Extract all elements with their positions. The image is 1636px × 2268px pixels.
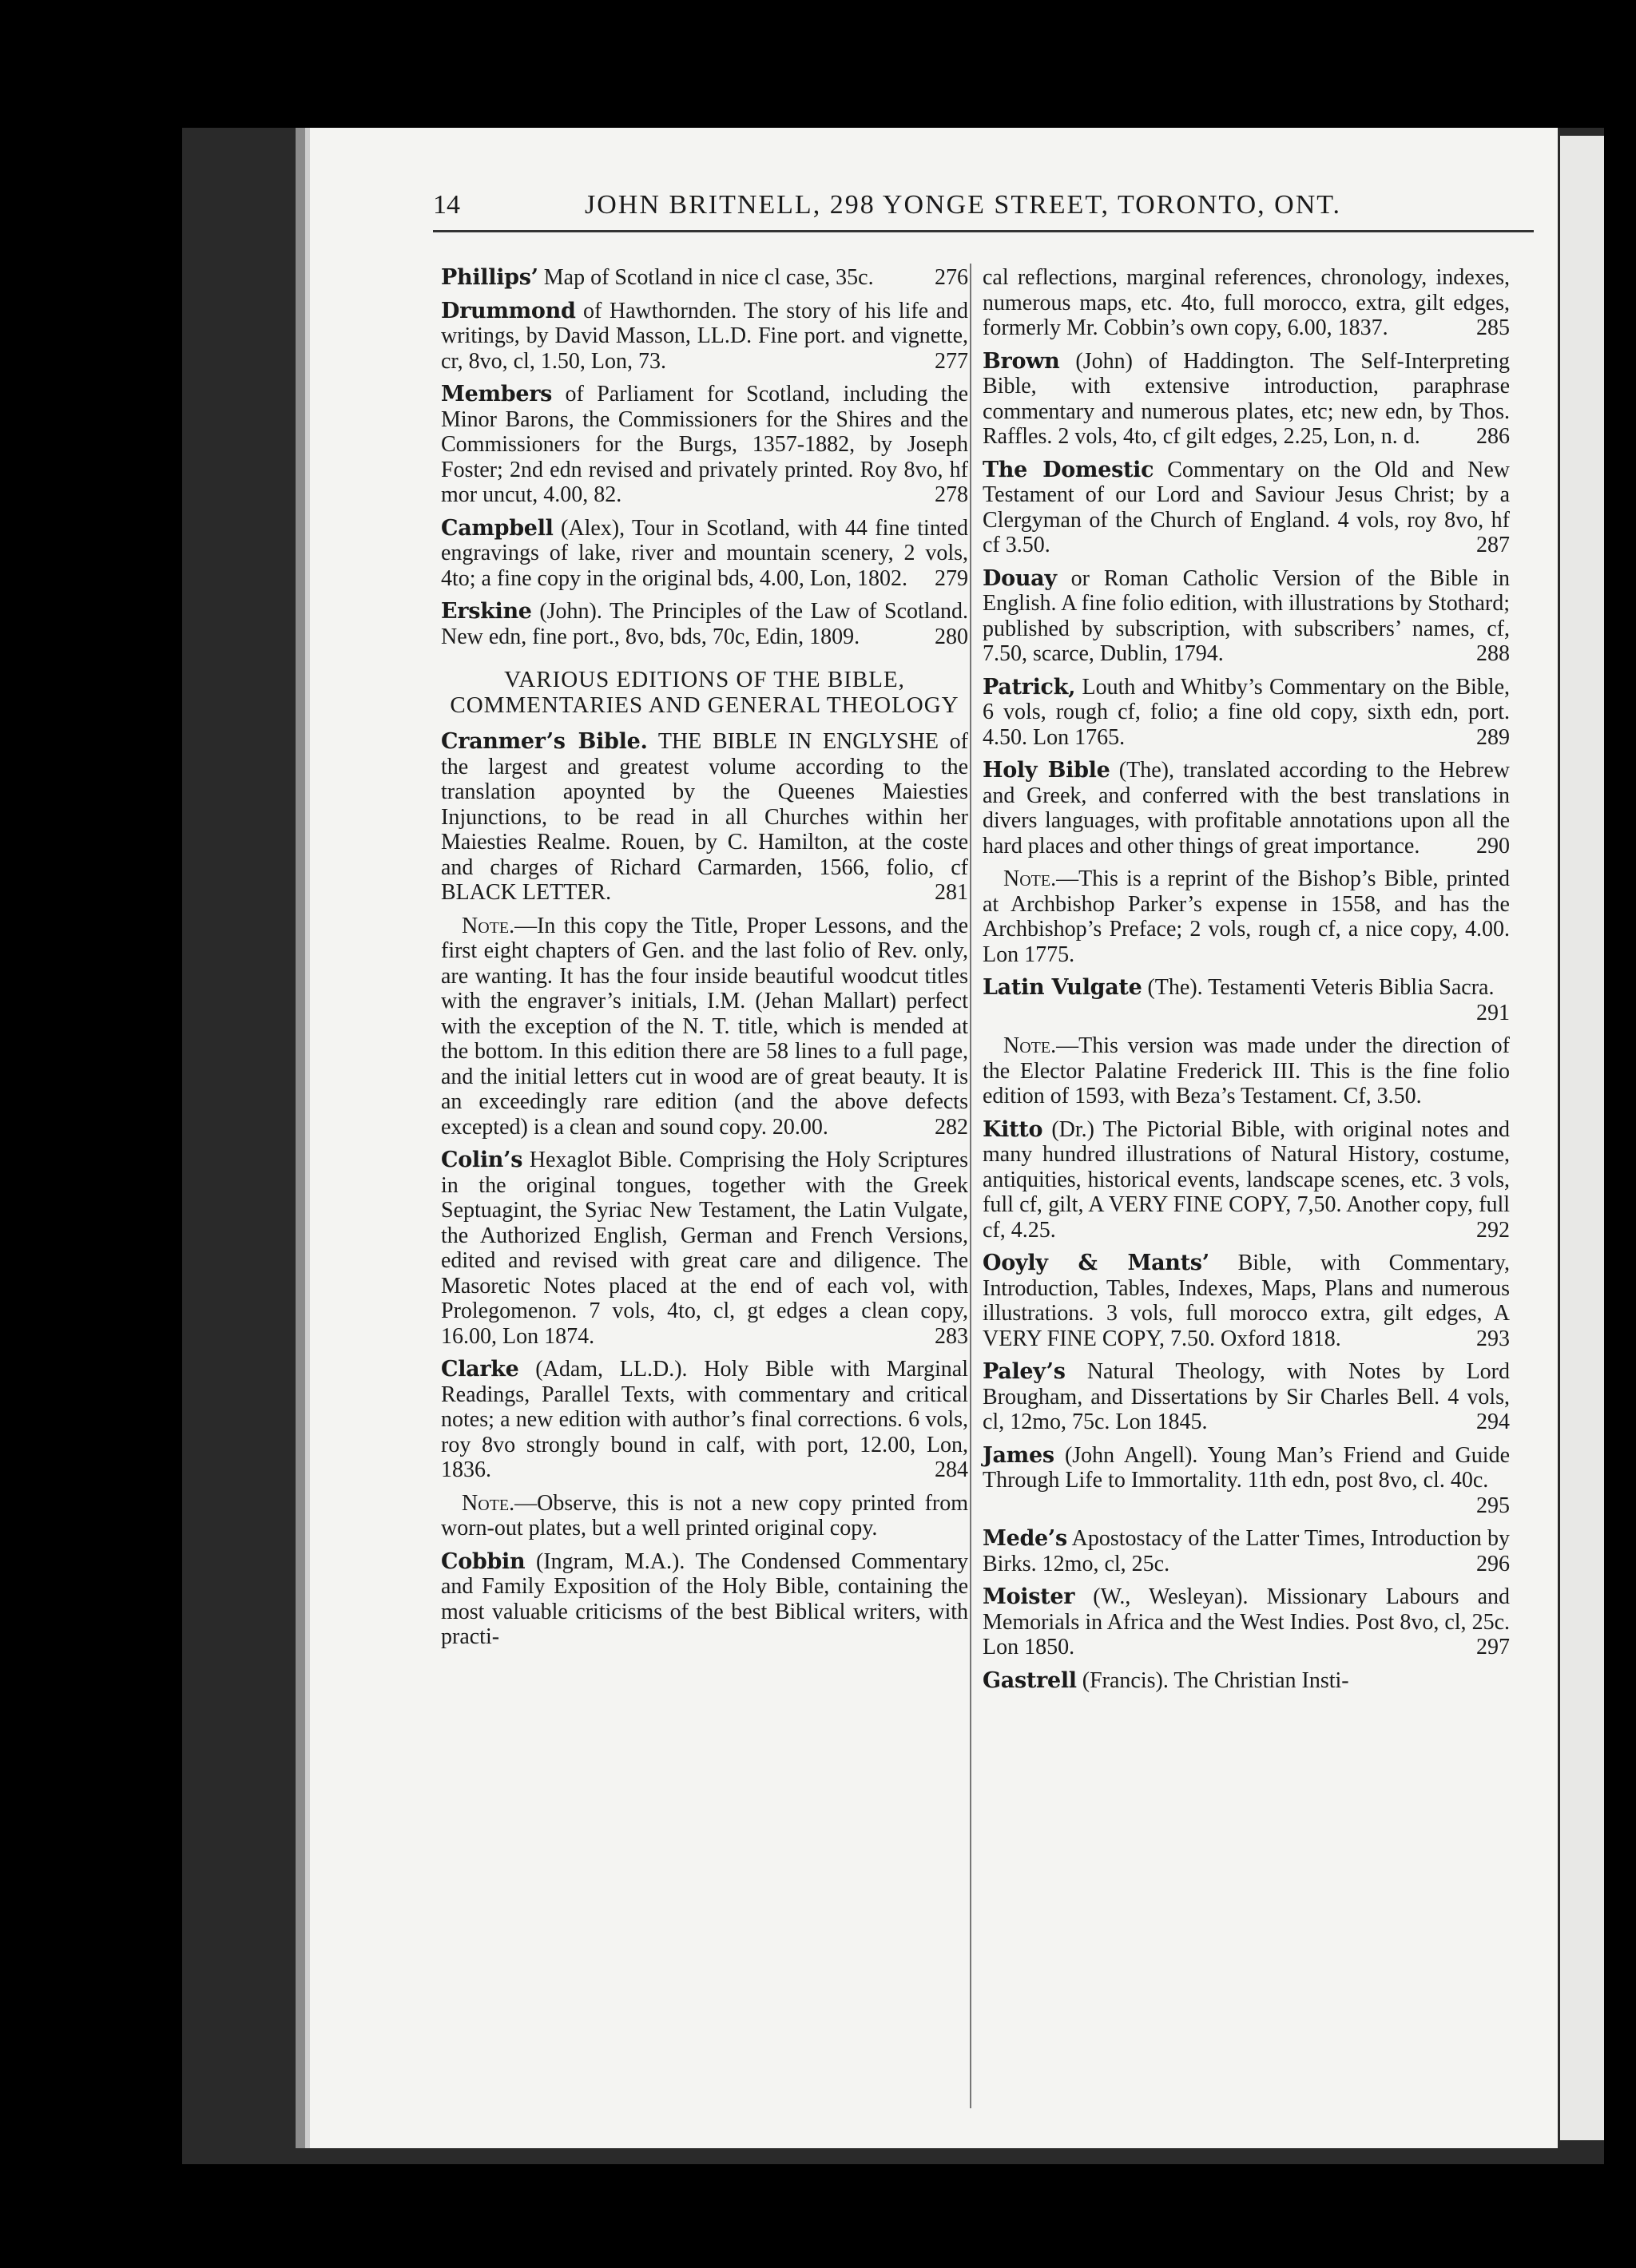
catalogue-entry — [983, 675, 1510, 751]
right-entries — [983, 265, 1510, 1693]
entry-heading: Latin Vulgate — [983, 975, 1142, 1000]
catalogue-entry — [983, 265, 1510, 341]
entry-text: Louth and Whitby’s Commentary on the Bible, 6 vols, rough cf, folio; a fine old copy, sixth edn, port. 4.50. Lon 1765. — [983, 674, 1510, 750]
entry-text: (Adam, LL.D.). Holy Bible with Marginal Readings, Parallel Texts, with commentary and critical notes; a new edition with author’s final corrections. 6 vols, roy 8vo strongly bound in calf, with port, 12.00, Lon, 1836. — [441, 1357, 968, 1482]
entry-heading: Members — [441, 382, 553, 406]
item-number: 295 — [1476, 1493, 1510, 1518]
entry-heading: Erskine — [441, 599, 532, 624]
catalogue-note — [441, 914, 968, 1140]
entry-text: (Ingram, M.A.). The Condensed Commentary and Family Exposition of the Holy Bible, containing the most valuable criticisms of the best Biblical writers, with practi- — [441, 1548, 968, 1649]
catalogue-note — [441, 1491, 968, 1541]
item-number: 285 — [1476, 315, 1510, 340]
catalogue-entry — [983, 1584, 1510, 1660]
catalogue-entry — [983, 758, 1510, 858]
note-label: Note. — [462, 1490, 515, 1516]
item-number: 293 — [1476, 1326, 1510, 1351]
entry-heading: The Domestic — [983, 457, 1154, 482]
catalogue-entry — [441, 1357, 968, 1483]
entry-text: of Parliament for Scotland, including the Minor Barons, the Commissioners for the Shires and the Commissioners for the Burgs, 1357-1882, by Joseph Foster; 2nd edn revised and privately printed. Roy 8vo, hf mor uncut, 4.00, 82. — [441, 382, 968, 507]
right-column — [983, 265, 1510, 1701]
entry-text: of Hawthornden. The story of his life and writings, by David Masson, LL.D. Fine port. and vignette, cr, 8vo, cl, 1.50, Lon, 73. — [441, 298, 968, 374]
entry-heading: Gastrell — [983, 1667, 1077, 1693]
item-number: 282 — [935, 1114, 968, 1140]
item-number: 297 — [1476, 1635, 1510, 1659]
entry-text: or Roman Catholic Version of the Bible in English. A fine folio edition, with illustrations by Stothard; published by subscription, with subscribers’ names, cf, 7.50, scarce, Dublin, 1794. — [983, 565, 1510, 666]
entry-heading: Cranmer’s Bible. — [441, 729, 648, 754]
note-label: Note. — [1003, 1033, 1057, 1058]
entry-text: (Dr.) The Pictorial Bible, with original notes and many hundred illustrations of Natural History, costume, antiquities, historical events, landscape scenes, etc. 3 vols, full cf, gilt, A VERY FINE COPY, 7,50. Another copy, full cf, 4.25. — [983, 1116, 1510, 1243]
item-number: 292 — [1476, 1217, 1510, 1243]
entry-text: THE BIBLE IN ENGLYSHE of the largest and greatest volume according to the translation apoynted by the Queenes Maiesties Injunctions, to be read in all Churches within her Maiesties Realme. Rouen, by C. Hamilton, at the coste and charges of Richard Carmarden, 1566, folio, cf BLACK LETTER. — [441, 729, 969, 905]
catalogue-entry — [983, 349, 1510, 450]
entry-text: (John). The Principles of the Law of Scotland. New edn, fine port., 8vo, bds, 70c, Edin, 1809. — [441, 599, 968, 649]
entry-heading: Mede’s — [983, 1526, 1067, 1551]
item-number: 294 — [1476, 1410, 1510, 1434]
entry-text: —Observe, this is not a new copy printed from worn-out plates, but a well printed original copy. — [441, 1490, 968, 1540]
entry-heading: James — [983, 1442, 1054, 1468]
entry-text: —This is a reprint of the Bishop’s Bible, printed at Archbishop Parker’s expense in 1558, and has the Archbishop’s Preface; 2 vols, rough cf, a nice copy, 4.00. Lon 1775. — [983, 866, 1510, 967]
catalogue-entry — [983, 975, 1510, 1025]
item-number: 278 — [935, 482, 968, 507]
entry-text: (The). Testamenti Veteris Biblia Sacra. — [1142, 975, 1495, 1000]
entry-text: Commentary on the Old and New Testament of our Lord and Saviour Jesus Christ; by a Clergyman of the Church of England. 4 vols, roy 8vo, hf cf 3.50. — [983, 457, 1510, 557]
item-number: 283 — [935, 1323, 968, 1349]
catalogue-entry — [441, 1148, 968, 1349]
entry-text: (John) of Haddington. The Self-Interpreting Bible, with extensive introduction, paraphrase commentary and numerous plates, etc; new edn, by Thos. Raffles. 2 vols, 4to, cf gilt edges, 2.25, Lon, n. d. — [983, 348, 1510, 449]
item-number: 279 — [935, 565, 968, 591]
entry-text: Apostostacy of the Latter Times, Introduction by Birks. 12mo, cl, 25c. — [983, 1526, 1510, 1576]
item-number: 280 — [935, 624, 968, 649]
running-head: JOHN BRITNELL, 298 YONGE STREET, TORONTO, ONT. — [585, 190, 1341, 220]
entry-text: —In this copy the Title, Proper Lessons, and the first eight chapters of Gen. and the last folio of Rev. only, are wanting. It has the four inside beautiful woodcut titles with the engraver’s initials, I.M. (Jehan Mallart) perfect with the exception of the N. T. title, which is mended at the bottom. In this edition there are 58 lines to a full page, and the initial letters cut in wood are of great beauty. It is an exceedingly rare edition (and the above defects excepted) is a clean and sound copy. 20.00. — [441, 913, 968, 1140]
entry-heading: Moister — [983, 1584, 1075, 1609]
item-number: 288 — [1476, 641, 1510, 666]
entry-heading: Patrick, — [983, 674, 1076, 700]
item-number: 286 — [1476, 424, 1510, 449]
entry-text: Natural Theology, with Notes by Lord Brougham, and Dissertations by Sir Charles Bell. 4 vols, cl, 12mo, 75c. Lon 1845. — [983, 1359, 1510, 1434]
entry-heading: Clarke — [441, 1357, 519, 1382]
header-rule — [433, 230, 1534, 232]
catalogue-entry — [441, 299, 968, 375]
entry-heading: Brown — [983, 348, 1060, 374]
entry-text: cal reflections, marginal references, chronology, indexes, numerous maps, etc. 4to, full morocco, extra, gilt edges, formerly Mr. Cobbin’s own copy, 6.00, 1837. — [983, 265, 1510, 340]
catalogue-note — [983, 1033, 1510, 1109]
catalogue-entry — [983, 1443, 1510, 1519]
catalogue-entry — [983, 458, 1510, 558]
entry-heading: Cobbin — [441, 1548, 526, 1574]
catalogue-entry — [441, 599, 968, 649]
catalogue-entry — [441, 265, 968, 291]
item-number: 276 — [935, 265, 968, 290]
entry-heading: Phillips’ — [441, 265, 538, 290]
entry-text: (W., Wesleyan). Missionary Labours and Memorials in Africa and the West Indies. Post 8vo, cl, 25c. Lon 1850. — [983, 1584, 1510, 1659]
page-header — [433, 184, 1534, 232]
left-entries — [441, 265, 968, 649]
catalogue-page — [296, 128, 1558, 2148]
catalogue-entry — [983, 1668, 1510, 1694]
catalogue-entry — [441, 729, 968, 906]
entry-text: (John Angell). Young Man’s Friend and Guide Through Life to Immortality. 11th edn, post 8vo, cl. 40c. — [983, 1442, 1510, 1493]
facing-page-edge — [1560, 136, 1604, 2140]
catalogue-entry — [983, 1359, 1510, 1435]
entry-heading: Kitto — [983, 1116, 1043, 1142]
entry-text: (The), translated according to the Hebrew and Greek, and conferred with the best translations in divers languages, with profitable annotations upon all the hard places and other things of great importance. — [983, 758, 1511, 858]
entry-text: (Francis). The Christian Insti- — [1076, 1667, 1349, 1693]
item-number: 281 — [935, 880, 968, 905]
note-label: Note. — [1003, 866, 1057, 891]
entry-heading: Colin’s — [441, 1148, 523, 1172]
entry-heading: Douay — [983, 565, 1057, 591]
note-label: Note. — [462, 913, 515, 938]
entry-text: —This version was made under the direction of the Elector Palatine Frederick III. This is the fine folio edition of 1593, with Beza’s Testament. Cf, 3.50. — [983, 1033, 1510, 1108]
catalogue-note — [983, 866, 1510, 967]
catalogue-entry — [983, 566, 1510, 667]
item-number: 287 — [1476, 533, 1510, 557]
left-entries-bible — [441, 729, 968, 1650]
catalogue-entry — [983, 1117, 1510, 1243]
entry-text: Bible, with Commentary, Introduction, Tables, Indexes, Maps, Plans and numerous illustrations. 3 vols, full morocco extra, gilt edges, A VERY FINE COPY, 7.50. Oxford 1818. — [983, 1251, 1510, 1351]
entry-heading: Ooyly & Mants’ — [983, 1251, 1209, 1275]
catalogue-entry — [441, 382, 968, 508]
item-number: 290 — [1476, 833, 1510, 858]
item-number: 284 — [935, 1457, 968, 1482]
section-heading: VARIOUS EDITIONS OF THE BIBLE, COMMENTARIES AND GENERAL THEOLOGY — [450, 667, 959, 718]
catalogue-entry — [441, 516, 968, 592]
item-number: 277 — [935, 348, 968, 374]
left-column — [441, 265, 968, 1658]
entry-text: (Alex), Tour in Scotland, with 44 fine tinted engravings of lake, river and mountain scenery, 2 vols, 4to; a fine copy in the original bds, 4.00, Lon, 1802. — [441, 515, 968, 591]
page-number: 14 — [433, 190, 460, 220]
item-number: 296 — [1476, 1551, 1510, 1576]
catalogue-entry — [441, 1549, 968, 1650]
entry-heading: Holy Bible — [983, 758, 1110, 783]
entry-heading: Paley’s — [983, 1359, 1066, 1384]
catalogue-entry — [983, 1251, 1510, 1351]
item-number: 289 — [1476, 724, 1510, 750]
item-number: 291 — [1476, 1000, 1510, 1025]
catalogue-entry — [983, 1526, 1510, 1576]
entry-text: Hexaglot Bible. Comprising the Holy Scriptures in the original tongues, together with the Greek Septuagint, the Syriac New Testament, the Latin Vulgate, the Authorized English, German and French Versions, edited and revised with great care and diligence. The Masoretic Notes placed at the end of each vol, with Prolegomenon. 7 vols, 4to, cl, gt edges a clean copy, 16.00, Lon 1874. — [441, 1148, 968, 1349]
entry-heading: Drummond — [441, 298, 576, 323]
entry-text: Map of Scotland in nice cl case, 35c. — [538, 265, 874, 290]
column-divider — [970, 264, 971, 2108]
entry-heading: Campbell — [441, 515, 554, 541]
